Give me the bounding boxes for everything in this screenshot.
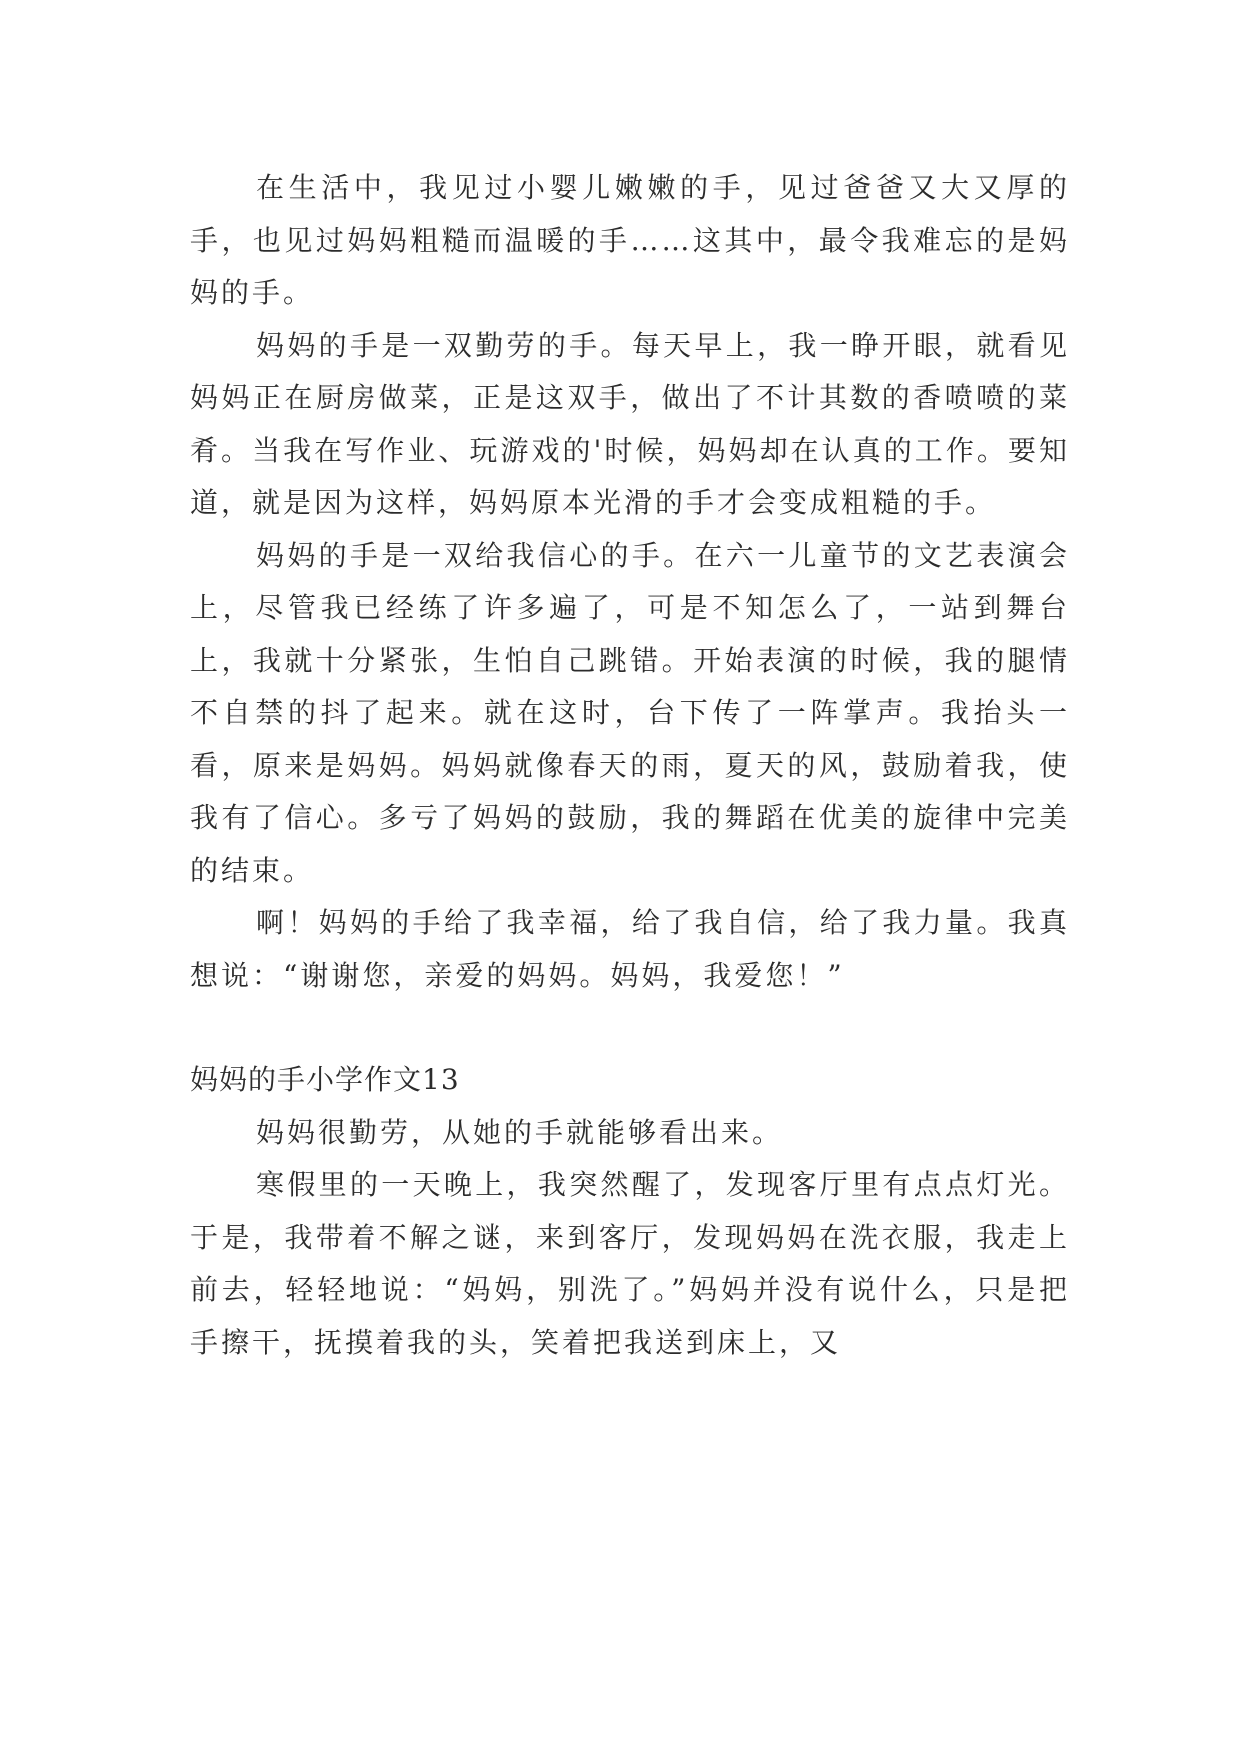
paragraph: 妈妈的手是一双给我信心的手。在六一儿童节的文艺表演会上，尽管我已经练了许多遍了，可是不知怎么了，一站到舞台上，我就十分紧张，生怕自己跳错。开始表演的时候，我的腿情不自禁的抖了起来。就在这时，台下传了一阵掌声。我抬头一看，原来是妈妈。妈妈就像春天的雨，夏天的风，鼓励着我，使我有了信心。多亏了妈妈的鼓励，我的舞蹈在优美的旋律中完美的结束。 <box>190 538 1070 887</box>
paragraph: 妈妈的手是一双勤劳的手。每天早上，我一睁开眼，就看见妈妈正在厨房做菜，正是这双手，做出了不计其数的香喷喷的菜肴。当我在写作业、玩游戏的'时候，妈妈却在认真的工作。要知道，就是因为这样，妈妈原本光滑的手才会变成粗糙的手。 <box>190 328 1070 519</box>
essay-title: 妈妈的手小学作文13 <box>190 1063 460 1096</box>
paragraph: 妈妈很勤劳，从她的手就能够看出来。 <box>256 1115 784 1149</box>
paragraph: 在生活中，我见过小婴儿嫩嫩的手，见过爸爸又大又厚的手，也见过妈妈粗糙而温暖的手……这其中，最令我难忘的是妈妈的手。 <box>190 171 1070 309</box>
document-body <box>190 162 1070 1369</box>
paragraph: 啊！妈妈的手给了我幸福，给了我自信，给了我力量。我真想说：“谢谢您，亲爱的妈妈。妈妈，我爱您！” <box>190 906 1070 992</box>
paragraph: 寒假里的一天晚上，我突然醒了，发现客厅里有点点灯光。于是，我带着不解之谜，来到客厅，发现妈妈在洗衣服，我走上前去，轻轻地说：“妈妈，别洗了。”妈妈并没有说什么，只是把手擦干，抚摸着我的头，笑着把我送到床上，又 <box>190 1168 1070 1359</box>
section-spacer <box>190 1002 1070 1054</box>
